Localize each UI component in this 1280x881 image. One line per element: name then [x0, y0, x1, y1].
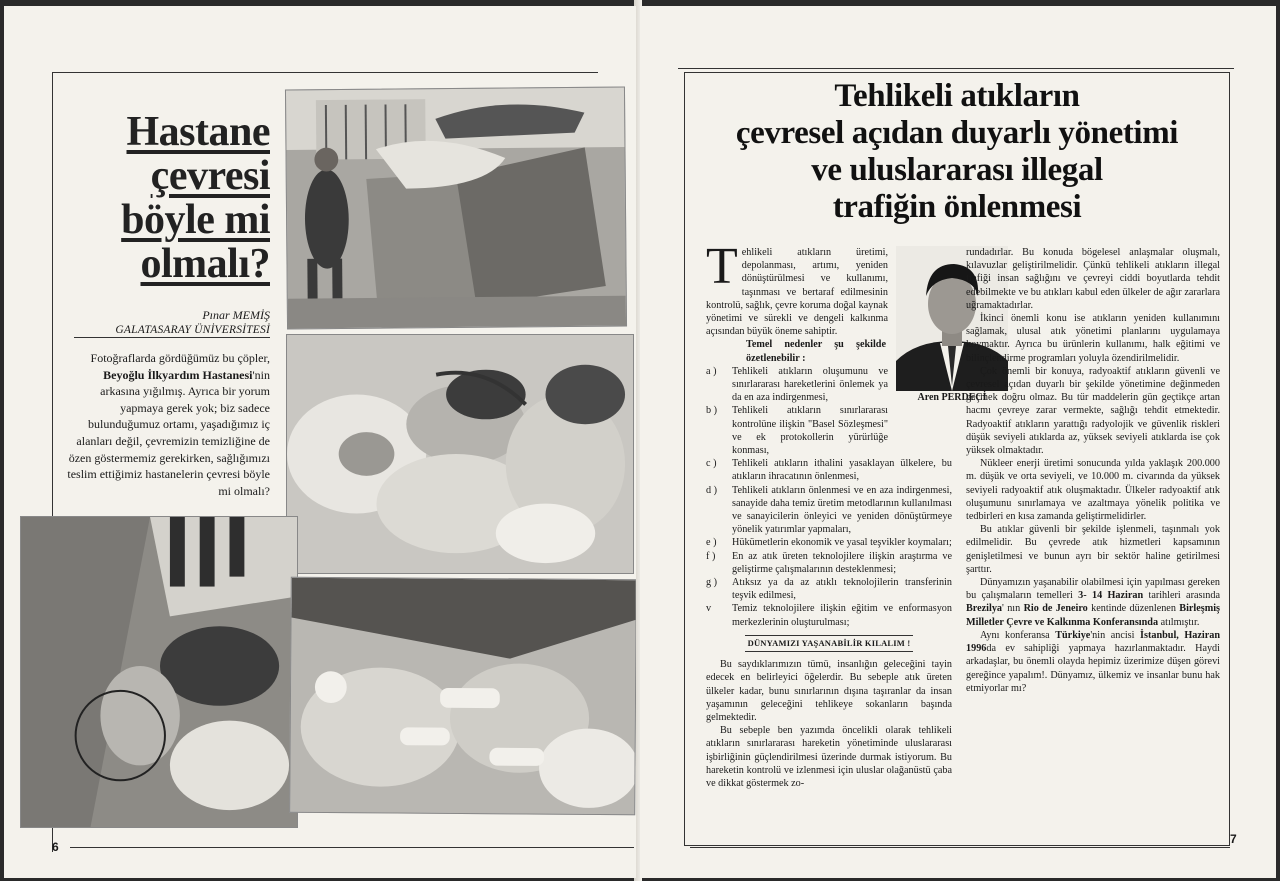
footer-rule-left	[70, 847, 634, 848]
title-line: Tehlikeli atıkların	[834, 78, 1080, 114]
text-span: kentinde düzenlenen	[1091, 603, 1176, 615]
paragraph: Nükleer enerji üretimi sonucunda yılda yaklaşık 200.000 m. düşük ve orta seviyeli, ve 10.000 m. civarında da yüksek seviyeli radyoaktif atık oluşmaktadır. Ülkeler radyoaktif atık oluşumunu sınırlamaya ve azaltmaya yönelik politika ve tedbirleri en kısa zamanda geliştirmelidirler.	[966, 458, 1220, 523]
subheading: Temel nedenler şu şekilde özetlenebilir :	[746, 339, 886, 364]
article-column-1	[706, 238, 952, 790]
page-number-right: 7	[1230, 832, 1237, 846]
list-item	[706, 576, 952, 602]
text-span: 'nin ancisi	[1090, 629, 1135, 641]
list-key: d )	[706, 484, 718, 496]
lead-paragraph	[706, 238, 888, 338]
slogan-box	[706, 635, 952, 652]
portrait-caption: Aren PERDECİ	[917, 392, 987, 403]
headline-line: çevresi	[150, 153, 270, 199]
headline-line: olmalı?	[140, 241, 270, 287]
text-span: Aynı konferansa	[980, 629, 1050, 641]
left-headline	[64, 110, 270, 286]
intro-part: 'nin arkasına yığılmış. Ayrıca bir yorum yapmaya gerek yok; biz sadece bulunduğumuz ortamı, yaşadığımız iç alanları değil, çevremizin temizliğine de özen göstermemiz gerekirken, sağlığımızı teslim ettiğimiz hastanelerin çevresi böyle mi olmalı?	[67, 367, 270, 498]
conference-name: Birleşmiş Milletler Çevre ve Kalkınma Konferansında	[966, 603, 1221, 628]
list-item	[706, 536, 952, 549]
list-key: v	[706, 603, 712, 615]
headline-line: böyle mi	[121, 197, 270, 243]
list-value: Tehlikeli atıkların önlenmesi ve en aza indirgenmesi, sanayide daha temiz üretim metodlarının kullanılması ve sanayicilerin önleyici ve yeniden dönüştürmeye yönelik yatırımlar yapmaları,	[732, 484, 952, 536]
paragraph: İkinci önemli konu ise atıkların yeniden kullanımını sağlamak, ulusal atık yönetimi planlarını uygulamaya koymaktır. Ayrıca bu ürünlerin kullanımı, halk eğitimi ve bilinçlendirme programları yoluyla özendirilmelidir.	[966, 313, 1220, 364]
paragraph: rundadırlar. Bu konuda bögelesel anlaşmalar oluşmalı, kılavuzlar geliştirilmelidir. Çünkü tehlikeli atıkların illegal trafiği insan sağlığını ve çevreyi ciddi boyutlarda tehdit edebilmekte ve bu atıkları kabul eden ülkeler de ağır zararlara uğramaktadırlar.	[966, 247, 1220, 311]
list-key: b )	[706, 405, 718, 417]
article-column-2	[966, 246, 1220, 695]
paragraph: Bu atıklar güvenli bir şekilde işlenmeli, taşınmalı yok edilmelidir. Bu çevrede atık hizmetleri kapsamının genişletilmesi ve bunun ayrı bir sektör haline getirilmesi şarttır.	[966, 524, 1220, 575]
photo-bottles	[289, 577, 636, 815]
lead-text: ehlikeli atıkların üretimi, depolanması, artımı, yeniden dönüştürülmesi ve kullanımı, taşınması ve bertaraf edilmesinin kontrolü, sağlık, çevre koruma doğal kaynak yönetimi ve sürekli ve dengeli kalkınma açısından büyük öneme sahiptir.	[706, 247, 888, 338]
headline-line: Hastane	[126, 109, 270, 155]
title-line: ve uluslararası illegal	[811, 152, 1103, 188]
list-value: Tehlikeli atıkların sınırlararası kontrolüne ilişkin "Basel Sözleşmesi" ve ek protokollerin yürürlüğe konması,	[732, 405, 888, 457]
intro-part: Fotoğraflarda gördüğümüz bu çöpler,	[90, 351, 270, 365]
list-key: c )	[706, 458, 717, 470]
list-item	[706, 602, 952, 628]
photo-dumpster	[285, 87, 627, 330]
left-page	[4, 6, 636, 878]
list-value: Tehlikeli atıkların ithalini yasaklayan ülkelere, bu atıkların ihracatının önlenmesi,	[732, 458, 952, 483]
text-span: Dünyamızın yaşanabilir olabilmesi için yapılması gereken bu çalışmaların temelleri	[966, 577, 1220, 602]
list-key: a )	[706, 365, 717, 377]
photo-ground-trash	[20, 516, 298, 828]
footer-rule-right	[690, 847, 1230, 848]
list-item	[706, 457, 952, 483]
title-line: çevresel açıdan duyarlı yönetimi	[735, 115, 1179, 151]
slogan: DÜNYAMIZI YAŞANABİLİR KILALIM !	[745, 635, 914, 652]
event-location-date: İstanbul, Haziran 1996	[966, 629, 1221, 655]
country: Türkiye	[1055, 629, 1091, 641]
author: Pınar MEMİŞ	[202, 308, 270, 322]
list-key: f )	[706, 550, 716, 562]
drop-cap: T	[706, 238, 738, 295]
affiliation: GALATASARAY ÜNİVERSİTESİ	[74, 324, 270, 338]
text-span: ' nın	[1002, 603, 1021, 615]
text-span: da ev sahipliği yapmaya hazırlanmaktadır. Haydi arkadaşlar, bu önemli olayda hepimiz üzerimize düşen görevi gereğince yapalım!. Dünyamız, ülkemiz ve insanlar bunu hak etmiyorlar mı?	[966, 643, 1220, 694]
list-item	[706, 484, 952, 537]
list-key: e )	[706, 537, 717, 549]
list-item	[706, 404, 888, 457]
list-value: En az atık üreten teknolojilere ilişkin araştırma ve geliştirme çalışmalarının desteklenmesi;	[732, 550, 952, 575]
list-value: Hükümetlerin ekonomik ve yasal teşvikler koymaları;	[732, 537, 952, 549]
list-item	[706, 550, 952, 576]
paragraph: Çok önemli bir konuya, radyoaktif atıkların güvenli ve çevresel açıdan duyarlı bir şekilde yönetimine değinmeden geçmek doğru olmaz. Bu tür maddelerin gün geçtikçe artan hacmı çevreye zarar vermekte, sağlığı tehdit etmektedir. Radyoaktif atıkların yarattığı radyolojik ve güvenlik riskleri düşük seviyeli atıklarda az, yüksek seviyeli atıklarda ise çok yüksek olmaktadır.	[966, 365, 1220, 457]
title-line: trafiğin önlenmesi	[832, 189, 1082, 225]
photo-garbage-pile	[286, 334, 634, 574]
list-key: g )	[706, 577, 718, 589]
date-range: 3- 14 Haziran	[1078, 590, 1144, 602]
article-title	[694, 78, 1220, 226]
right-page	[640, 6, 1276, 878]
country: Brezilya	[966, 603, 1003, 615]
list-value: Atıksız ya da az atıklı teknolojilerin transferinin teşvik edilmesi,	[732, 577, 952, 602]
hospital-name: Beyoğlu İlkyardım Hastanesi	[103, 367, 253, 382]
paragraph: Bu sebeple ben yazımda öncelikli olarak tehlikeli atıkların sınırlararası hareketin yönetiminde uluslararası işbirliğinin güçlendirilmesi üzerinde durmak istiyorum. Bu hareketin kontrolü ve izlenmesi için uluslar olağanüstü çaba ve dikkat göstermek zo-	[706, 725, 952, 789]
text-span: atılmıştır.	[1160, 616, 1200, 628]
top-rule	[678, 68, 1234, 69]
paragraph	[966, 629, 1220, 695]
paragraph: Bu saydıklarımızın tümü, insanlığın geleceğini tayin edecek en belirleyici öğelerdir. Bu sebeple atık üreten ülkeler kadar, bunu sınırlarının dışına taşıranlar da insan yaşamının geleceğini tehlikeye sokanların başında gelmektedir.	[706, 659, 952, 723]
list-value: Temiz teknolojilere ilişkin eğitim ve enformasyon merkezlerinin oluşturulması;	[732, 603, 952, 628]
list-item	[706, 365, 888, 405]
intro-text	[62, 350, 270, 499]
paragraph	[966, 576, 1220, 629]
text-span: tarihleri arasında	[1148, 590, 1220, 602]
city: Rio de Jeneiro	[1023, 603, 1088, 615]
page-number-left: 6	[52, 840, 59, 854]
list-value: Tehlikeli atıkların oluşumunu ve sınırlararası hareketlerini önlemek ya da en aza indirgenmesi,	[732, 365, 888, 404]
